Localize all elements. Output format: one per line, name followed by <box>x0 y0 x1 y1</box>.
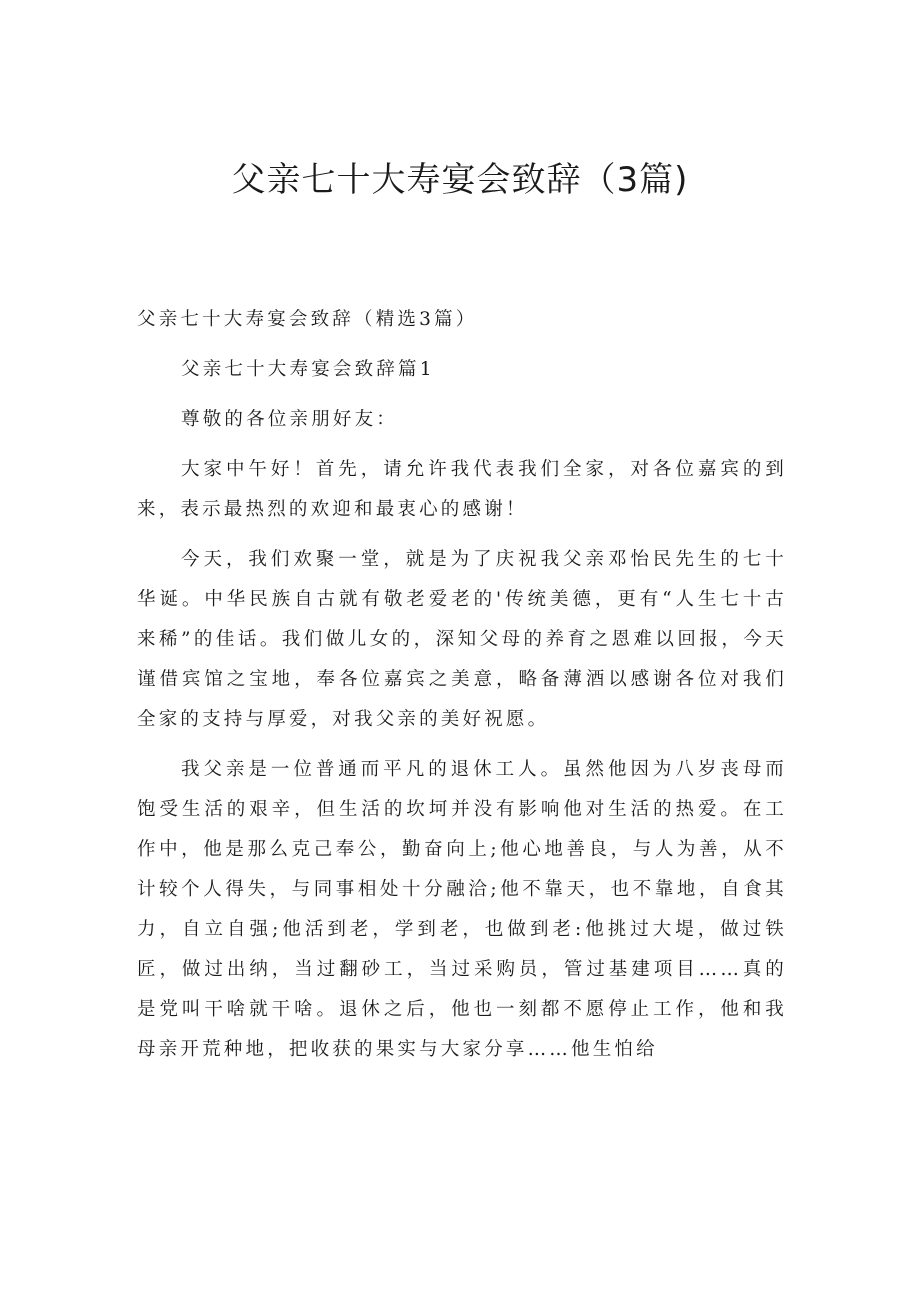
greeting: 尊敬的各位亲朋好友： <box>181 409 399 430</box>
paragraph: 今天，我们欢聚一堂，就是为了庆祝我父亲邓怡民先生的七十华诞。中华民族自古就有敬老爱老的'传统美德，更有“人生七十古来稀”的佳话。我们做儿女的，深知父母的养育之恩难以回报，今天谨借宾馆之宝地，奉各位嘉宾之美意，略备薄酒以感谢各位对我们全家的支持与厚爱，对我父亲的美好祝愿。 <box>137 549 787 730</box>
paragraph: 大家中午好！首先，请允许我代表我们全家，对各位嘉宾的到来，表示最热烈的欢迎和最衷心的感谢！ <box>137 459 787 520</box>
document-subtitle: 父亲七十大寿宴会致辞（精选3篇） <box>137 309 478 330</box>
paragraph: 我父亲是一位普通而平凡的退休工人。虽然他因为八岁丧母而饱受生活的艰辛，但生活的坎坷并没有影响他对生活的热爱。在工作中，他是那么克己奉公，勤奋向上;他心地善良，与人为善，从不计较个人得失，与同事相处十分融洽;他不靠天，也不靠地，自食其力，自立自强;他活到老，学到老，也做到老:他挑过大堤，做过铁匠，做过出纳，当过翻砂工，当过采购员，管过基建项目……真的是党叫干啥就干啥。退休之后，他也一刻都不愿停止工作，他和我母亲开荒种地，把收获的果实与大家分享……他生怕给 <box>137 759 787 1060</box>
section-heading: 父亲七十大寿宴会致辞篇1 <box>181 359 435 380</box>
document-body <box>137 300 787 1080</box>
document-title: 父亲七十大寿宴会致辞（3篇) <box>231 160 689 200</box>
